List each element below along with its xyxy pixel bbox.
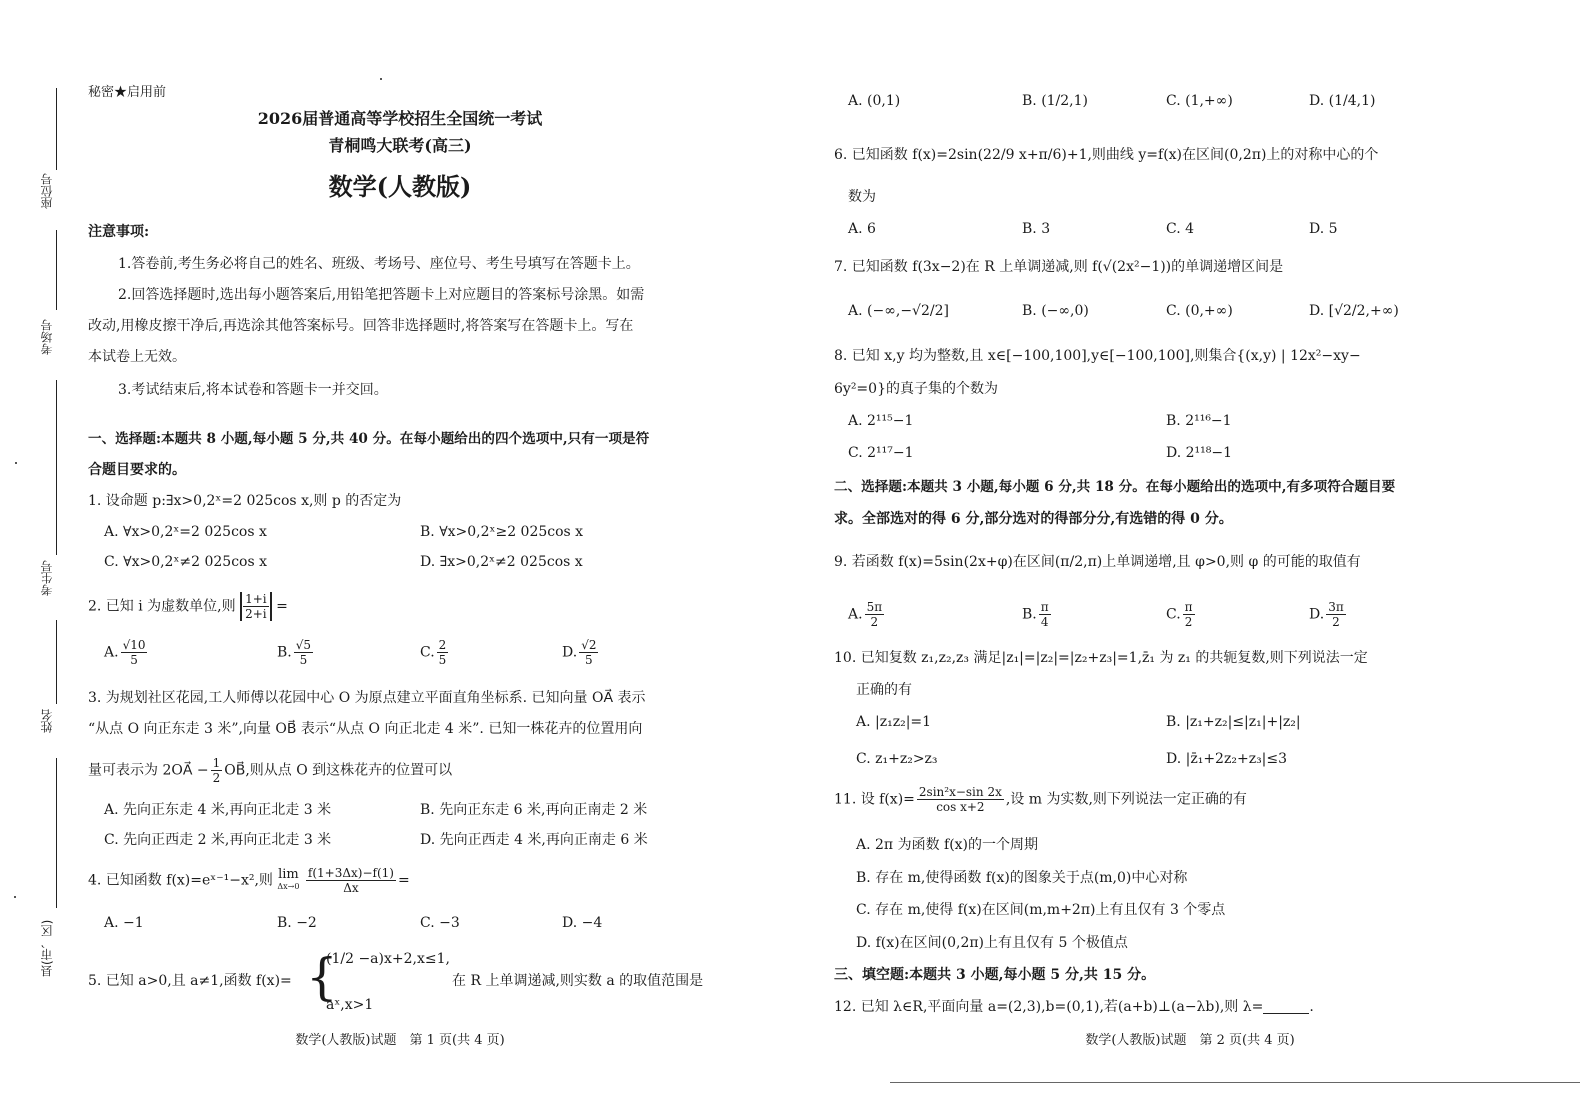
q1-option-b: B. ∀x>0,2ˣ≥2 025cos x bbox=[420, 524, 584, 540]
note-1: 1.答卷前,考生务必将自己的姓名、班级、考场号、座位号、考生号填写在答题卡上。 bbox=[118, 256, 640, 272]
q6-option-d: D. 5 bbox=[1309, 221, 1338, 237]
q8-option-a: A. 2¹¹⁵−1 bbox=[848, 413, 914, 429]
q5-option-d: D. (1/4,1) bbox=[1309, 93, 1376, 109]
q6-line-2: 数为 bbox=[848, 189, 876, 205]
q10-line-1: 10. 已知复数 z₁,z₂,z₃ 满足|z₁|=|z₂|=|z₂+z₃|=1,z̄₁ 为 z₁ 的共轭复数,则下列说法一定 bbox=[834, 650, 1368, 666]
binding-line bbox=[56, 230, 57, 310]
q7-option-b: B. (−∞,0) bbox=[1022, 303, 1089, 319]
q3-option-c: C. 先向正西走 2 米,再向正北走 3 米 bbox=[104, 832, 332, 848]
page-1 bbox=[0, 0, 790, 1114]
note-2-cont: 改动,用橡皮擦干净后,再选涂其他答案标号。回答非选择题时,将答案写在答题卡上。写在 bbox=[88, 318, 634, 334]
q9-option-d: D. $\frac{3\pi}{2}$ bbox=[1309, 600, 1344, 629]
q9-option-c: C. $\frac{\pi}{2}$ bbox=[1166, 600, 1193, 629]
q9-stem: 9. 若函数 f(x)=5sin(2x+φ)在区间(π/2,π)上单调递增,且 φ>0,则 φ 的可能的取值有 bbox=[834, 554, 1361, 570]
binding-name-label: 姓名 bbox=[40, 709, 54, 733]
q6-option-c: C. 4 bbox=[1166, 221, 1195, 237]
q2-numerator: 1+i bbox=[245, 592, 267, 606]
q2-option-b: B. $\frac{√5}{5}$ bbox=[277, 638, 312, 667]
q5-case-1: (1/2 −a)x+2,x≤1, bbox=[326, 951, 450, 967]
section-1-heading-cont: 合题目要求的。 bbox=[88, 462, 186, 478]
q2-equals: = bbox=[276, 598, 288, 615]
q1-option-a: A. ∀x>0,2ˣ=2 025cos x bbox=[104, 524, 267, 540]
page-1-footer: 数学(人教版)试题 第 1 页(共 4 页) bbox=[295, 1033, 505, 1048]
q10-line-2: 正确的有 bbox=[856, 682, 912, 698]
q1-option-d: D. ∃x>0,2ˣ≠2 025cos x bbox=[420, 554, 583, 570]
q8-option-b: B. 2¹¹⁶−1 bbox=[1166, 413, 1232, 429]
q2-option-c: C. $\frac{2}{5}$ bbox=[420, 638, 447, 667]
note-2-end: 本试卷上无效。 bbox=[88, 349, 186, 365]
q5-case-2: aˣ,x>1 bbox=[326, 997, 374, 1013]
secret-label: 秘密★启用前 bbox=[88, 85, 167, 100]
q4-option-d: D. −4 bbox=[562, 915, 603, 931]
q3-line-3: 量可表示为 2OA⃗ − $\frac{1}{2}$ OB⃗,则从点 O 到这株花卉的位置可以 bbox=[88, 756, 453, 785]
q2-denominator: 2+i bbox=[245, 607, 267, 621]
q10-option-d: D. |z̄₁+2z₂+z₃|≤3 bbox=[1166, 751, 1288, 767]
binding-line bbox=[56, 88, 57, 170]
q5-option-c: C. (1,+∞) bbox=[1166, 93, 1233, 109]
exam-title: 2026届普通高等学校招生全国统一考试 bbox=[257, 109, 543, 128]
q12-stem: 12. 已知 λ∈R,平面向量 a=(2,3),b=(0,1),若(a+b)⊥(a−λb),则 λ= . bbox=[834, 999, 1314, 1015]
q11-option-b: B. 存在 m,使得函数 f(x)的图象关于点(m,0)中心对称 bbox=[856, 870, 1188, 886]
q3-option-a: A. 先向正东走 4 米,再向正北走 3 米 bbox=[104, 802, 332, 818]
q9-option-a: A. $\frac{5\pi}{2}$ bbox=[848, 600, 883, 629]
note-2: 2.回答选择题时,选出每小题答案后,用铅笔把答题卡上对应题目的答案标号涂黑。如需 bbox=[118, 287, 645, 303]
q11-option-c: C. 存在 m,使得 f(x)在区间(m,m+2π)上有且仅有 3 个零点 bbox=[856, 902, 1226, 918]
q4-option-b: B. −2 bbox=[277, 915, 317, 931]
q5-stem: 5. 已知 a>0,且 a≠1,函数 f(x)= bbox=[88, 973, 292, 989]
q1-option-c: C. ∀x>0,2ˣ≠2 025cos x bbox=[104, 554, 267, 570]
q8-option-c: C. 2¹¹⁷−1 bbox=[848, 445, 914, 461]
exam-subtitle: 青桐鸣大联考(高三) bbox=[328, 136, 472, 155]
binding-county-label: 县(市、区) bbox=[40, 919, 54, 977]
page-2-footer: 数学(人教版)试题 第 2 页(共 4 页) bbox=[1085, 1033, 1295, 1048]
q8-line-1: 8. 已知 x,y 均为整数,且 x∈[−100,100],y∈[−100,100],则集合{(x,y) | 12x²−xy− bbox=[834, 348, 1361, 364]
q4-option-c: C. −3 bbox=[420, 915, 460, 931]
q1-stem: 1. 设命题 p:∃x>0,2ˣ=2 025cos x,则 p 的否定为 bbox=[88, 493, 402, 509]
binding-examno-label: 考生号 bbox=[40, 560, 54, 596]
binding-line bbox=[56, 380, 57, 555]
binding-room-label: 考场号 bbox=[40, 319, 54, 355]
q11-stem: 11. 设 f(x)= $\frac{\text{2sin²x−sin 2x}}{\text{cos x+2}}$ ,设 m 为实数,则下列说法一定正确的有 bbox=[834, 785, 1247, 814]
q9-option-b: B. $\frac{\pi}{4}$ bbox=[1022, 600, 1049, 629]
q3-line-1: 3. 为规划社区花园,工人师傅以花园中心 O 为原点建立平面直角坐标系. 已知向量 OA⃗ 表示 bbox=[88, 690, 646, 706]
q2-stem-text: 2. 已知 i 为虚数单位,则 bbox=[88, 598, 236, 615]
q3-line-2: “从点 O 向正东走 3 米”,向量 OB⃗ 表示“从点 O 向正北走 4 米”. 已知一株花卉的位置用向 bbox=[88, 721, 643, 737]
q11-option-a: A. 2π 为函数 f(x)的一个周期 bbox=[856, 837, 1039, 853]
q12-answer-blank[interactable] bbox=[1263, 999, 1309, 1014]
q2-option-a: A. $\frac{√10}{5}$ bbox=[104, 638, 146, 667]
binding-line bbox=[56, 758, 57, 908]
q6-line-1: 6. 已知函数 f(x)=2sin(22/9 x+π/6)+1,则曲线 y=f(x)在区间(0,2π)上的对称中心的个 bbox=[834, 147, 1379, 163]
q7-option-a: A. (−∞,−√2/2] bbox=[848, 303, 949, 319]
notes-title: 注意事项: bbox=[88, 224, 150, 240]
page-2 bbox=[790, 0, 1595, 1114]
q5-option-b: B. (1/2,1) bbox=[1022, 93, 1089, 109]
subject-title: 数学(人教版) bbox=[328, 172, 472, 201]
q11-option-d: D. f(x)在区间(0,2π)上有且仅有 5 个极值点 bbox=[856, 935, 1128, 951]
q7-option-c: C. (0,+∞) bbox=[1166, 303, 1233, 319]
q6-option-b: B. 3 bbox=[1022, 221, 1051, 237]
q10-option-a: A. |z₁z₂|=1 bbox=[856, 714, 932, 730]
binding-line bbox=[56, 620, 57, 704]
q7-stem: 7. 已知函数 f(3x−2)在 R 上单调递减,则 f(√(2x²−1))的单调递增区间是 bbox=[834, 259, 1284, 275]
section-2-heading-cont: 求。全部选对的得 6 分,部分选对的得部分分,有选错的得 0 分。 bbox=[834, 511, 1233, 527]
binding-seat-label: 座位号 bbox=[40, 173, 54, 209]
q3-option-b: B. 先向正东走 6 米,再向正南走 2 米 bbox=[420, 802, 648, 818]
section-3-heading: 三、填空题:本题共 3 小题,每小题 5 分,共 15 分。 bbox=[834, 967, 1156, 983]
section-1-heading: 一、选择题:本题共 8 小题,每小题 5 分,共 40 分。在每小题给出的四个选项中,只有一项是符 bbox=[88, 431, 650, 447]
q8-option-d: D. 2¹¹⁸−1 bbox=[1166, 445, 1233, 461]
q10-option-c: C. z₁+z₂>z₃ bbox=[856, 751, 938, 767]
q5-option-a: A. (0,1) bbox=[848, 93, 901, 109]
q10-option-b: B. |z₁+z₂|≤|z₁|+|z₂| bbox=[1166, 714, 1301, 730]
q5-stem-tail: 在 R 上单调递减,则实数 a 的取值范围是 bbox=[452, 973, 704, 989]
q7-option-d: D. [√2/2,+∞) bbox=[1309, 303, 1399, 319]
scan-edge-line bbox=[890, 1082, 1580, 1083]
q2-option-d: D. $\frac{√2}{5}$ bbox=[562, 638, 597, 667]
q2-stem bbox=[88, 592, 288, 621]
q6-option-a: A. 6 bbox=[848, 221, 876, 237]
q3-option-d: D. 先向正西走 4 米,再向正南走 6 米 bbox=[420, 832, 648, 848]
q5-brace: { bbox=[306, 948, 338, 1006]
q4-stem: 4. 已知函数 f(x)=eˣ⁻¹−x²,则 lim Δx→0 $\frac{f(1+3\Delta x)-f(1)}{\Delta x}$ = bbox=[88, 866, 410, 895]
note-3: 3.考试结束后,将本试卷和答题卡一并交回。 bbox=[118, 382, 388, 398]
q8-line-2: 6y²=0}的真子集的个数为 bbox=[834, 381, 998, 397]
q4-option-a: A. −1 bbox=[104, 915, 144, 931]
section-2-heading: 二、选择题:本题共 3 小题,每小题 6 分,共 18 分。在每小题给出的选项中,有多项符合题目要 bbox=[834, 479, 1396, 495]
